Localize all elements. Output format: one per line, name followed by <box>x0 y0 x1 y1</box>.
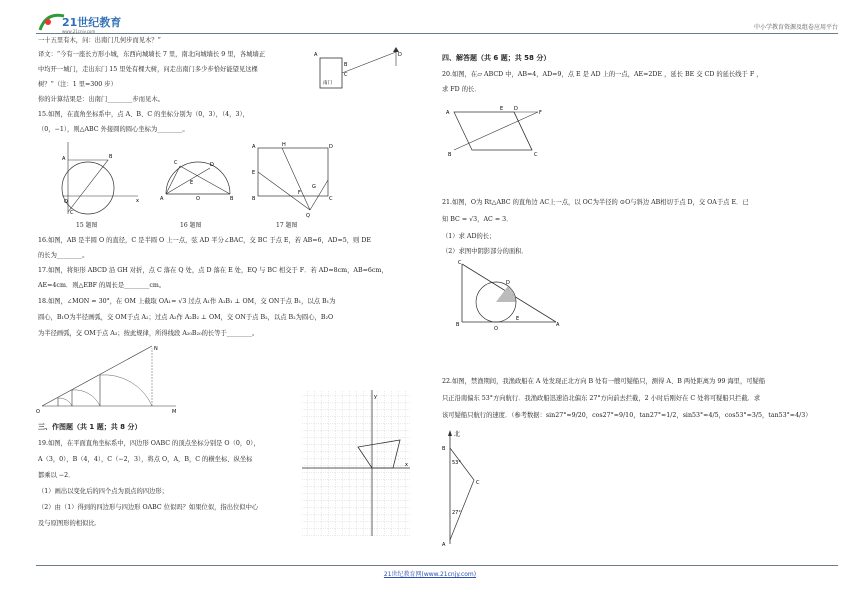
svg-text:G: G <box>312 184 316 190</box>
svg-text:Q: Q <box>306 213 310 218</box>
q14-label-b: B <box>344 62 348 68</box>
q22-label-c: C <box>476 480 480 486</box>
q20-line-1: 20.如图，在▱ ABCD 中，AB=4，AD=9，点 E 是 AD 上的一点，AE=2DE ，延长 BE 交 CD 的延长线于 F ， <box>442 71 763 78</box>
q22-line-3: 该可疑船只航行的速度．（参考数据：sin27°≈9/20，cos27°≈9/10，tan27°≈1/2，sin53°≈4/5，cos53°≈3/5，tan53°≈4/3） <box>442 412 812 419</box>
q14-line-3: 中均开一城门，走出东门 15 里处有棵大树，问走出南门多少步恰好能望见这棵 <box>38 66 258 73</box>
q21-line-2: 知 BC = √3，AC = 3． <box>442 216 513 223</box>
header-platform-name: 中小学教育资源及组卷应用平台 <box>753 24 838 31</box>
svg-text:O: O <box>64 199 68 205</box>
q21-part-1: （1）求 AD的长； <box>442 233 496 240</box>
svg-text:E: E <box>190 180 194 186</box>
q18-label-o: O <box>36 409 40 415</box>
logo-text: 21世纪教育 <box>62 16 122 29</box>
q16-line-2: 的长为________。 <box>38 252 89 259</box>
header-divider <box>36 33 838 34</box>
q14-label-d: D <box>398 52 402 58</box>
fig15-caption: 15 题图 <box>76 222 98 229</box>
svg-text:B: B <box>252 196 256 202</box>
svg-text:D: D <box>329 144 333 150</box>
q21-label-b: B <box>456 322 460 328</box>
q21-label-a: A <box>556 322 560 328</box>
svg-text:C: C <box>70 210 74 216</box>
q15-line-1: 15.如图，在直角坐标系中，点 A、B、C 的坐标分别为（0，3），（4，3）， <box>38 111 249 118</box>
q17-line-2: AE=4cm．则△EBF 的周长是________cm。 <box>38 282 166 289</box>
footer-divider <box>36 565 838 566</box>
svg-text:x: x <box>405 462 408 468</box>
q21-line-1: 21.如图，O为 Rt△ABC 的直角边 AC上一点，以 OC为半径的 ⊙O与斜边 AB相切于点 D，交 OA于点 E．已 <box>442 199 749 206</box>
q14-label-c: C <box>344 72 348 78</box>
q21-label-d: D <box>506 280 510 286</box>
q22-line-1: 22.如图，禁渔期间，我渔政船在 A 处发现正北方向 B 处有一艘可疑船只，测得 A、B 两处距离为 99 海里，可疑船 <box>442 378 766 385</box>
q21-label-c: C <box>458 260 462 266</box>
q19-part-2: （2）由（1）得到的四边形与四边形 OABC 位似吗？如果位似，指出位似中心 <box>38 504 259 511</box>
q21-part-2: （2）求图中阴影部分的面积． <box>442 248 528 255</box>
q22-label-angle-53: 53° <box>452 460 461 466</box>
svg-text:A: A <box>62 156 66 162</box>
footer-link[interactable]: 21世纪教育网(www.21cnjy.com) <box>383 571 477 578</box>
q16-line-1: 16.如图，AB 是半圆 O 的直径，C 是半圆 O 上一点，弦 AD 平分∠BAC，交 BC 于点 E，若 AB=6，AD=5，则 DE <box>38 237 371 244</box>
q20-label-f: F <box>539 110 542 116</box>
q20-label-c: C <box>534 152 538 158</box>
svg-text:B: B <box>230 196 234 202</box>
q20-line-2: 求 FD 的长． <box>442 86 481 93</box>
q21-figure <box>456 260 566 334</box>
q21-label-o: O <box>494 326 498 332</box>
svg-text:B: B <box>109 154 113 160</box>
section-4-title: 四、解答题（共 6 题；共 58 分） <box>442 54 551 62</box>
q17-line-1: 17.如图，将矩形 ABCD 沿 GH 对折，点 C 落在 Q 处，点 D 落在 E 处，EQ 与 BC 相交于 F．若 AD=8cm，AB=6cm， <box>38 267 388 274</box>
svg-text:A: A <box>252 144 256 150</box>
svg-text:O: O <box>196 196 200 202</box>
svg-text:A: A <box>160 196 164 202</box>
q20-label-a: A <box>446 110 450 116</box>
q14-answer: 你的计算结果是：出南门________步而见木。 <box>38 96 164 103</box>
q18-line-3: 为半径画弧，交 OM于点 A₃；按此规律，所得线段 A₂₀B₂₀的长等于________。 <box>38 330 259 337</box>
q18-figure <box>36 342 186 416</box>
svg-text:F: F <box>298 190 301 196</box>
q18-line-2: 圆心，B₁O为半径画弧，交 OM于点 A₂；过点 A₂作 A₂B₂ ⊥ OM，交 ON于点 B₂，以点 B₂为圆心，B₂O <box>38 314 334 321</box>
section-3-title: 三、作图题（共 1 题；共 8 分） <box>38 423 142 431</box>
q14-label-a: A <box>314 52 318 58</box>
q17-figure <box>250 140 340 218</box>
q14-line-2: 译文：“今有一座长方形小城，东西向城墙长 7 里，南北向城墙长 9 里，各城墙正 <box>38 51 266 58</box>
q22-label-a: A <box>442 542 446 548</box>
q22-label-b: B <box>442 446 446 452</box>
q19-line-1: 19.如图，在平面直角坐标系中，四边形 OABC 的顶点坐标分别是 O（0，0）， <box>38 440 260 447</box>
q14-line-1: 一十五里有木，问：出南门几何步而见木？” <box>38 37 161 44</box>
svg-text:E: E <box>252 170 256 176</box>
fig17-caption: 17 题图 <box>276 222 298 229</box>
q18-label-n: N <box>154 346 158 352</box>
q20-label-e: E <box>500 106 504 112</box>
q16-figure <box>160 150 238 202</box>
q19-grid-figure <box>300 388 412 538</box>
fig16-caption: 16 题图 <box>180 222 202 229</box>
q19-part-2-cont: 及与原图形的相似比． <box>38 520 101 527</box>
q19-part-1: （1）画出以变化后的四个点为顶点的四边形； <box>38 488 168 495</box>
q20-figure <box>440 100 550 160</box>
svg-text:C: C <box>329 196 333 202</box>
q18-label-m: M <box>172 409 177 415</box>
svg-text:x: x <box>136 198 139 204</box>
q14-figure <box>304 40 404 92</box>
q22-label-north: 北 <box>454 431 461 438</box>
svg-text:H: H <box>282 142 286 148</box>
q14-line-4: 树？”（注：1 里=300 步） <box>38 81 117 88</box>
q19-line-2: A（3，0），B（4，4），C（−2，3），将点 O，A，B，C 的横坐标、纵坐标 <box>38 456 253 463</box>
q20-label-b: B <box>448 152 452 158</box>
q22-figure <box>440 426 500 550</box>
q20-label-d: D <box>514 106 518 112</box>
q22-line-2: 只正沿南偏东 53°方向航行．我渔政船迅速沿北偏东 27°方向前去拦截，2 小时后刚好在 C 处将可疑船只拦截．求 <box>442 395 761 402</box>
q22-label-angle-27: 27° <box>452 510 461 516</box>
svg-text:C: C <box>174 160 178 166</box>
logo-url: www.21cnjy.com <box>62 29 96 34</box>
site-logo <box>36 8 128 36</box>
q15-line-2: （0，−1），则△ABC 外接圆的圆心坐标为________。 <box>38 126 189 133</box>
svg-text:y: y <box>374 394 377 400</box>
q19-line-3: 都乘以 −2． <box>38 472 75 479</box>
svg-text:D: D <box>210 162 214 168</box>
q15-figure <box>56 140 146 218</box>
q18-line-1: 18.如图，∠MON = 30°，在 OM 上截取 OA₁= √3 过点 A₁作 A₁B₁ ⊥ OM，交 ON于点 B₁，以点 B₁为 <box>38 298 336 305</box>
q21-label-e: E <box>516 316 520 322</box>
q14-gate-label: 南门 <box>323 81 332 86</box>
